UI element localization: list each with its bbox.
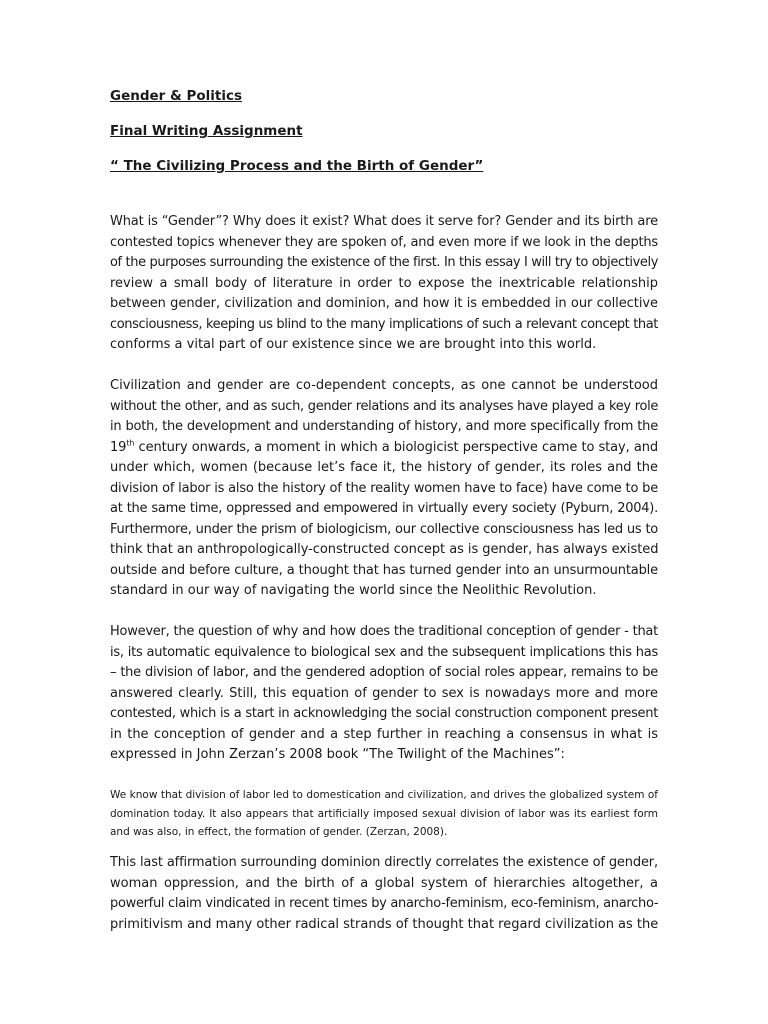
paragraph-4 xyxy=(110,853,658,935)
paragraph-line: However, the question of why and how does the traditional conception of gender - that xyxy=(110,624,658,639)
paragraph-1 xyxy=(110,212,658,356)
paragraph-line: powerful claim vindicated in recent times by anarcho-feminism, eco-feminism, anarcho- xyxy=(110,896,659,911)
paragraph-line: of the purposes surrounding the existence of the first. In this essay I will try to objectively xyxy=(110,255,658,270)
paragraph-line: Furthermore, under the prism of biologicism, our collective consciousness has led us to xyxy=(110,521,658,537)
paragraph-line xyxy=(110,438,658,459)
paragraph-line: What is “Gender”? Why does it exist? What does it serve for? Gender and its birth are xyxy=(110,214,658,229)
paragraph-line: Civilization and gender are co-dependent concepts, as one cannot be understood xyxy=(110,378,658,393)
quote-line: and was also, in effect, the formation of gender. (Zerzan, 2008). xyxy=(110,826,448,838)
block-quote xyxy=(110,786,658,842)
paragraph-line: think that an anthropologically-constructed concept as is gender, has always existed xyxy=(110,542,659,557)
line-text: century onwards, a moment in which a biologicist perspective came to stay, and xyxy=(134,439,658,455)
paragraph-line: standard in our way of navigating the world since the Neolithic Revolution. xyxy=(110,583,597,598)
paragraph-2 xyxy=(110,376,658,602)
paragraph-line: This last affirmation surrounding dominion directly correlates the existence of gender, xyxy=(110,855,658,870)
paragraph-line: in both, the development and understanding of history, and more specifically from the xyxy=(110,419,658,434)
paragraph-line: review a small body of literature in order to expose the inextricable relationship xyxy=(110,275,658,291)
paragraph-line: is, its automatic equivalence to biological sex and the subsequent implications this has xyxy=(110,644,658,660)
essay-title: “ The Civilizing Process and the Birth of Gender” xyxy=(110,158,484,174)
paragraph-line: – the division of labor, and the gendered adoption of social roles appear, remains to be xyxy=(110,665,658,680)
course-heading: Gender & Politics xyxy=(110,88,243,104)
paragraph-line: conforms a vital part of our existence since we are brought into this world. xyxy=(110,337,597,352)
quote-line: domination today. It also appears that artificially imposed sexual division of labor was its earliest form xyxy=(110,807,658,820)
paragraph-line: between gender, civilization and dominion, and how it is embedded in our collective xyxy=(110,296,658,311)
paragraph-line: consciousness, keeping us blind to the many implications of such a relevant concept that xyxy=(110,316,658,332)
century-number: 19 xyxy=(110,439,127,455)
paragraph-line: outside and before culture, a thought that has turned gender into an unsurmountable xyxy=(110,562,658,578)
paragraph-line: contested topics whenever they are spoken of, and even more if we look in the depths xyxy=(110,234,658,250)
paragraph-line: answered clearly. Still, this equation of gender to sex is nowadays more and more xyxy=(110,685,658,701)
paragraph-line: at the same time, oppressed and empowered in virtually every society (Pyburn, 2004). xyxy=(110,501,658,516)
paragraph-line: primitivism and many other radical strands of thought that regard civilization as the xyxy=(110,916,659,932)
paragraph-3 xyxy=(110,622,658,766)
paragraph-line: under which, women (because let’s face it, the history of gender, its roles and the xyxy=(110,460,658,475)
paragraph-line: in the conception of gender and a step further in reaching a consensus in what is xyxy=(110,726,658,742)
paragraph-line: contested, which is a start in acknowledging the social construction component present xyxy=(110,706,658,721)
assignment-heading: Final Writing Assignment xyxy=(110,123,303,139)
paragraph-line: division of labor is also the history of the reality women have to face) have come to be xyxy=(110,480,658,496)
superscript-th: th xyxy=(126,438,135,448)
paragraph-line: without the other, and as such, gender relations and its analyses have played a key role xyxy=(110,398,658,414)
paragraph-line: woman oppression, and the birth of a global system of hierarchies altogether, a xyxy=(110,875,658,891)
quote-line: We know that division of labor led to domestication and civilization, and drives the globalized system of xyxy=(110,789,658,801)
paragraph-line: expressed in John Zerzan’s 2008 book “The Twilight of the Machines”: xyxy=(110,747,565,762)
